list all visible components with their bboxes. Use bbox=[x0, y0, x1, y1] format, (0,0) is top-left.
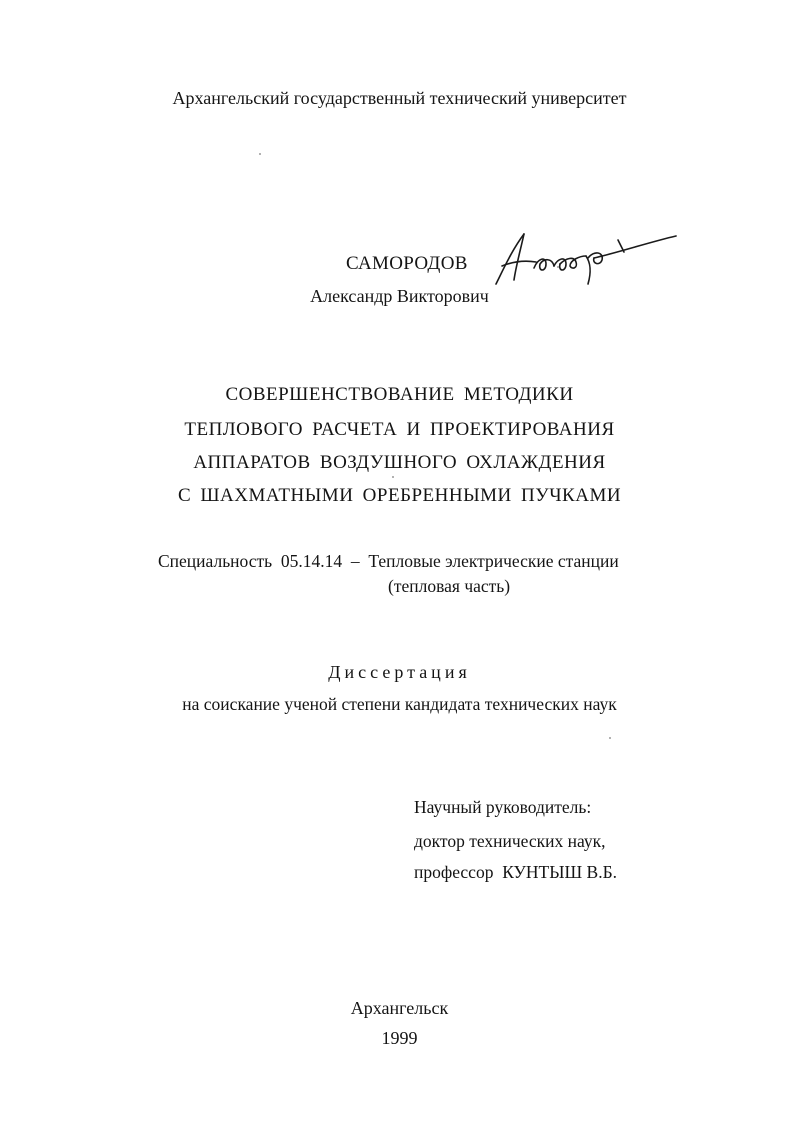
degree-line: на соискание ученой степени кандидата технических наук bbox=[182, 694, 617, 714]
author-surname: САМОРОДОВ bbox=[346, 253, 468, 274]
supervisor-name: профессор КУНТЫШ В.Б. bbox=[414, 862, 617, 882]
city: Архангельск bbox=[350, 998, 449, 1018]
scan-speck bbox=[557, 266, 559, 268]
year: 1999 bbox=[381, 1028, 418, 1048]
thesis-title-line-3: АППАРАТОВ ВОЗДУШНОГО ОХЛАЖДЕНИЯ bbox=[193, 452, 606, 473]
author-given-names: Александр Викторович bbox=[310, 286, 489, 306]
scan-speck bbox=[259, 153, 261, 155]
supervisor-degree: доктор технических наук, bbox=[414, 831, 606, 851]
document-type: Диссертация bbox=[328, 662, 471, 682]
thesis-title-line-2: ТЕПЛОВОГО РАСЧЕТА И ПРОЕКТИРОВАНИЯ bbox=[184, 419, 615, 440]
thesis-title-line-4: С ШАХМАТНЫМИ ОРЕБРЕННЫМИ ПУЧКАМИ bbox=[177, 485, 622, 506]
specialty-line: Специальность 05.14.14 – Тепловые электрические станции bbox=[158, 551, 619, 571]
author-signature bbox=[490, 222, 690, 292]
scan-speck bbox=[609, 737, 611, 739]
thesis-title-line-1: СОВЕРШЕНСТВОВАНИЕ МЕТОДИКИ bbox=[225, 384, 574, 405]
supervisor-label: Научный руководитель: bbox=[414, 797, 592, 817]
specialty-note: (тепловая часть) bbox=[388, 576, 511, 596]
scan-speck bbox=[392, 476, 394, 478]
university-name: Архангельский государственный технический университет bbox=[172, 88, 627, 108]
